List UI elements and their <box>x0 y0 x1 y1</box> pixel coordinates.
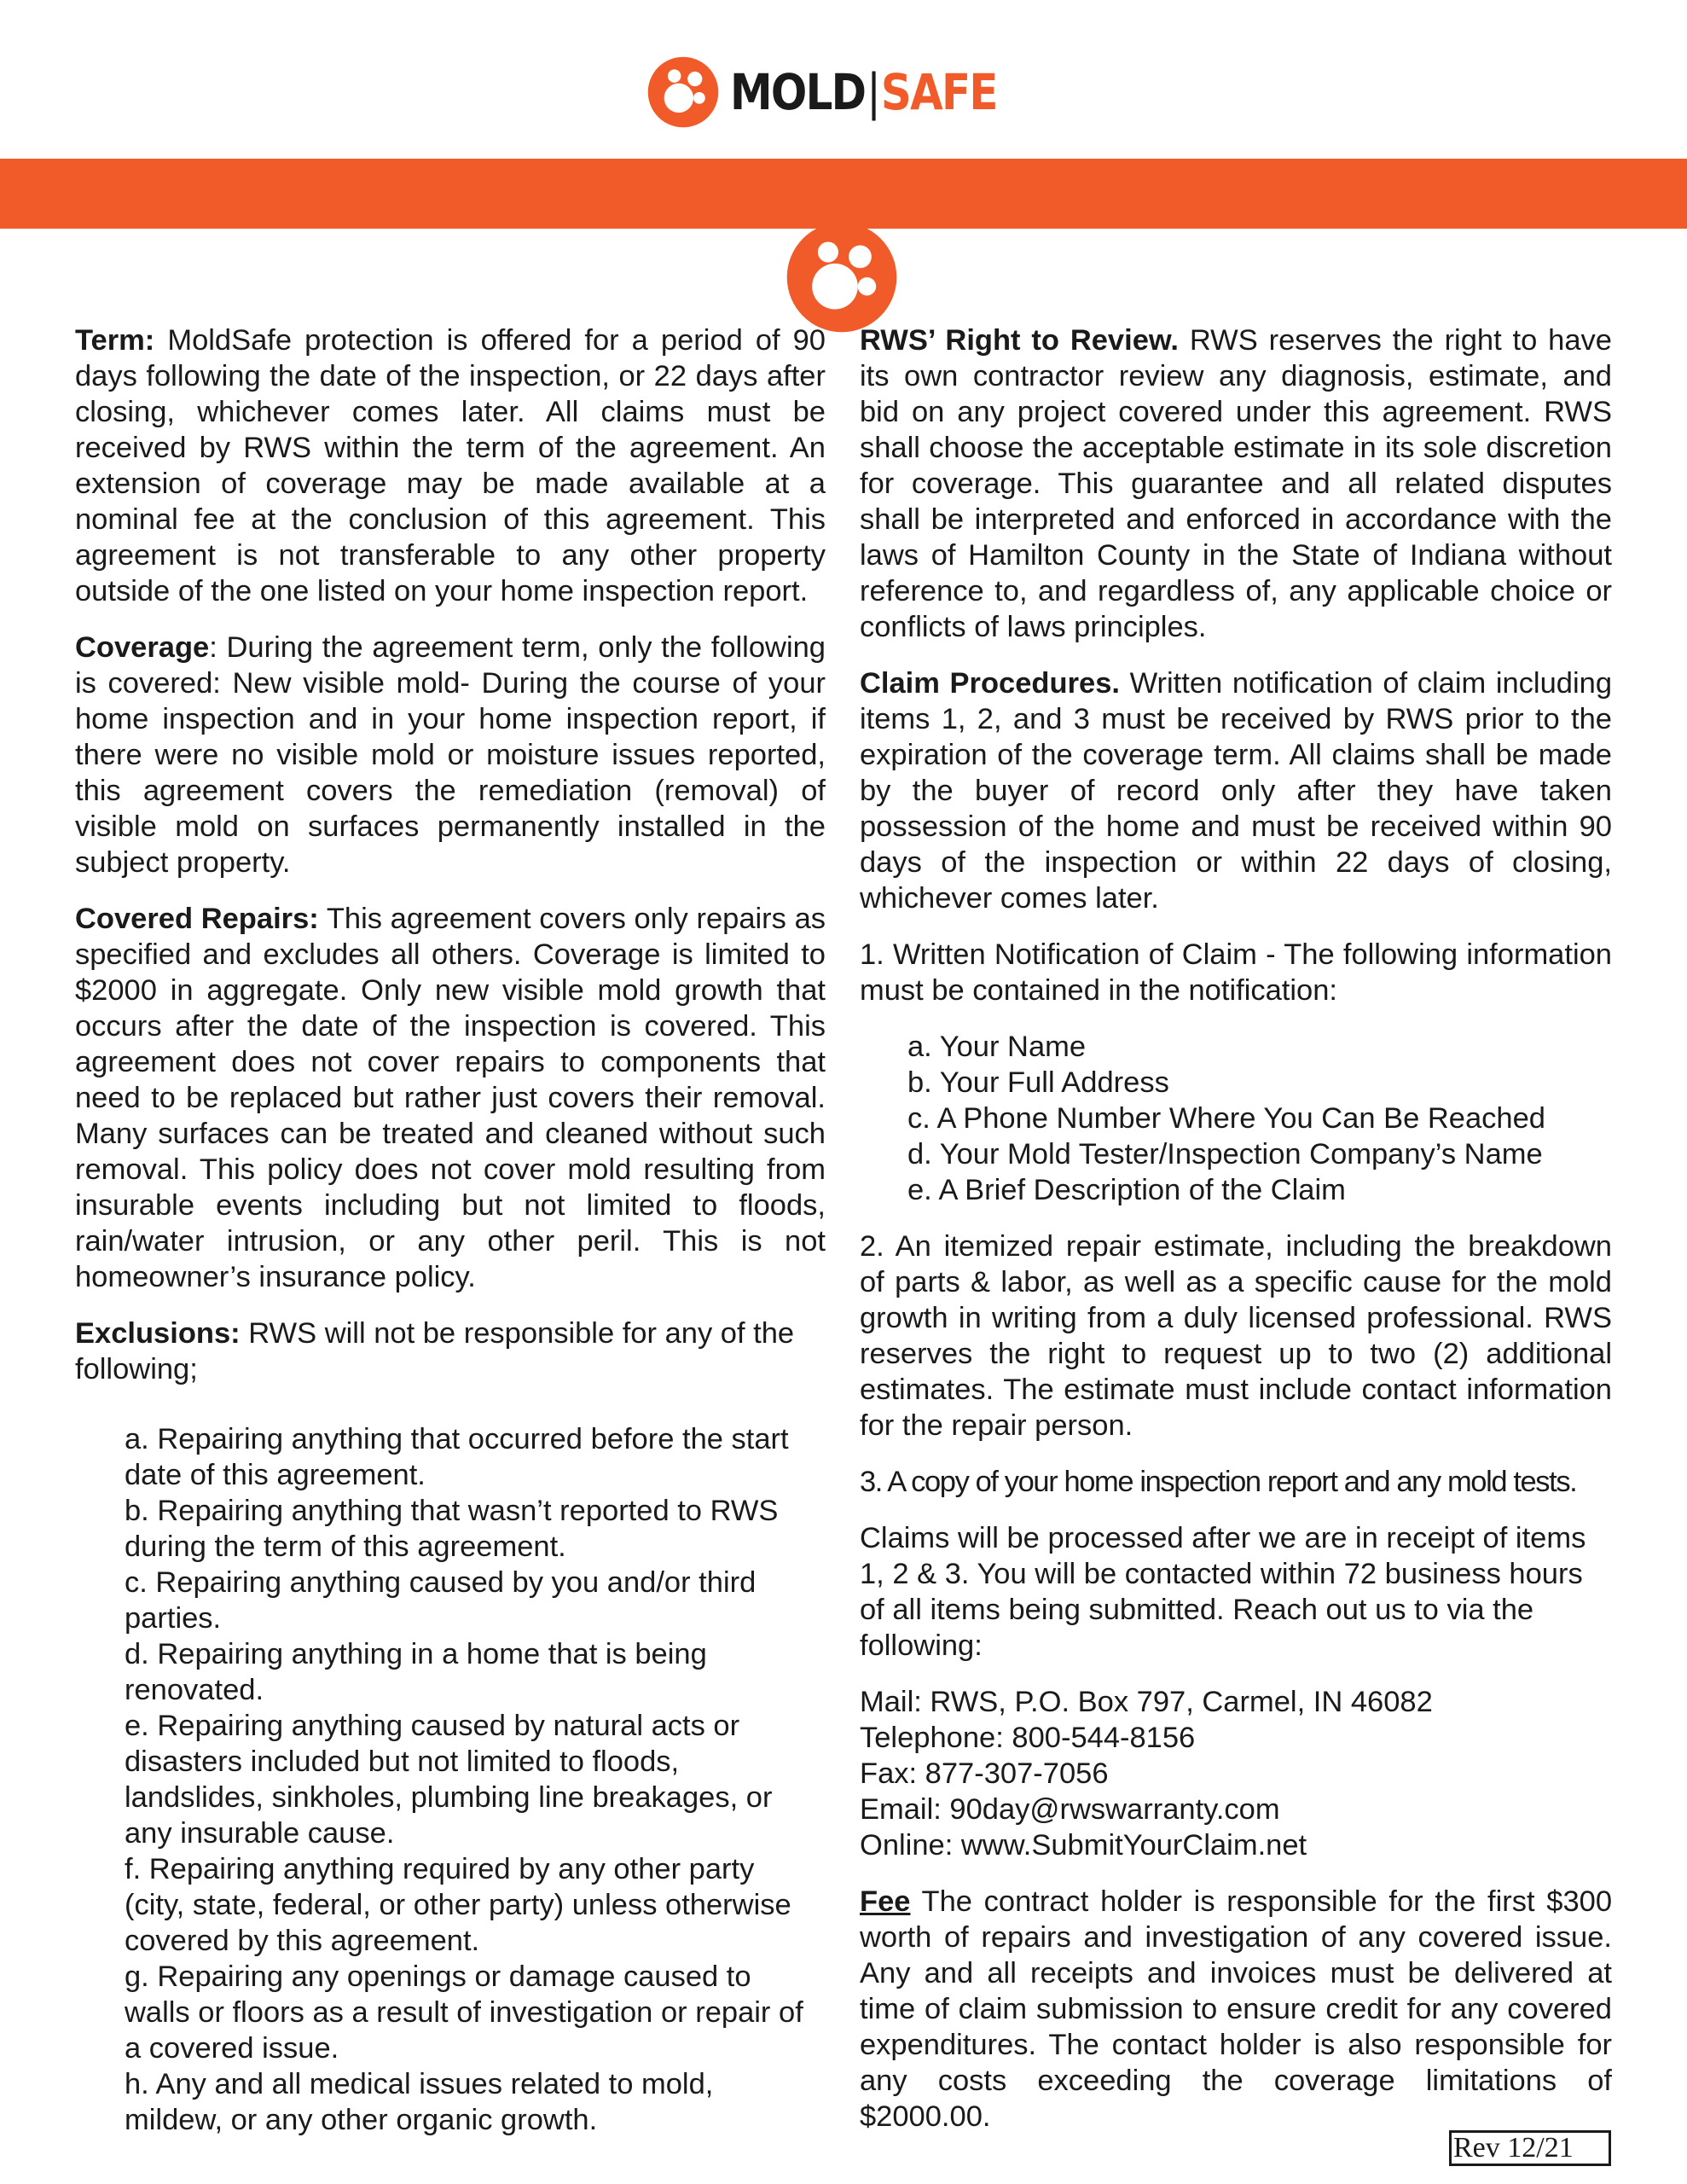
exclusions-list <box>75 1421 826 2138</box>
list-item: a. Your Name <box>907 1031 1087 1063</box>
list-item: e. Repairing anything caused by natural acts or disasters included but not limited to floods, landslides, sinkholes, plumbing line breakages, or any insurable cause. <box>125 1710 773 1850</box>
list-item: f. Repairing anything required by any other party (city, state, federal, or other party) unless otherwise covered by this agreement. <box>125 1853 791 1957</box>
fee-section <box>860 1884 1612 2135</box>
list-item: c. Repairing anything caused by you and/or third parties. <box>125 1566 757 1635</box>
revision-box: Rev 12/21 <box>1449 2130 1611 2166</box>
coverage-heading: Coverage <box>75 631 210 664</box>
list-item: e. A Brief Description of the Claim <box>907 1174 1346 1206</box>
term-section <box>75 322 826 609</box>
list-item: c. A Phone Number Where You Can Be Reached <box>907 1102 1545 1135</box>
coverage-text: : During the agreement term, only the following is covered: New visible mold- During the course of your home inspection and in your home inspection report, if there were no visible mold or moisture issues reported, this agreement covers the remediation (removal) of visible mold on surfaces permanently installed in the subject property. <box>75 631 826 879</box>
coverage-section <box>75 630 826 880</box>
covered-repairs-heading: Covered Repairs: <box>75 903 319 935</box>
contact-fax: Fax: 877-307-7056 <box>860 1757 1109 1790</box>
paw-logo-icon <box>646 55 720 129</box>
moldsafe-logo <box>0 49 1687 135</box>
brand-name <box>730 63 997 121</box>
processing-text: Claims will be processed after we are in receipt of items 1, 2 & 3. You will be contacted within 72 business hours of all items being submitted. Reach out us to via the following: <box>860 1522 1586 1662</box>
list-item: h. Any and all medical issues related to mold, mildew, or any other organic growth. <box>125 2068 714 2136</box>
item3-text: 3. A copy of your home inspection report and any mold tests. <box>860 1466 1577 1498</box>
contact-mail: Mail: RWS, P.O. Box 797, Carmel, IN 46082 <box>860 1686 1433 1718</box>
list-item: b. Your Full Address <box>907 1066 1169 1099</box>
contact-telephone: Telephone: 800-544-8156 <box>860 1722 1196 1754</box>
contact-online: Online: www.SubmitYourClaim.net <box>860 1829 1307 1862</box>
exclusions-section <box>75 1316 826 1387</box>
covered-repairs-section <box>75 901 826 1295</box>
term-heading: Term: <box>75 324 155 357</box>
brand-name-mold: MOLD <box>730 63 866 121</box>
exclusions-heading: Exclusions: <box>75 1317 241 1350</box>
brand-divider: | <box>867 63 880 121</box>
brand-name-safe: SAFE <box>881 63 997 121</box>
claim-procedures-section <box>860 665 1612 916</box>
paw-badge-icon <box>785 220 899 334</box>
list-item: d. Repairing anything in a home that is being renovated. <box>125 1638 707 1706</box>
covered-repairs-text: This agreement covers only repairs as specified and excludes all others. Coverage is limited to $2000 in aggregate. Only new visible mold growth that occurs after the date of the inspection is covered. This agreement does not cover repairs to components that need to be replaced but rather just covers their removal. Many surfaces can be treated and cleaned without such removal. This policy does not cover mold resulting from insurable events including but not limited to floods, rain/water intrusion, or any other peril. This is not homeowner’s insurance policy. <box>75 903 826 1293</box>
notification-list <box>860 1029 1612 1208</box>
review-text: RWS reserves the right to have its own contractor review any diagnosis, estimate, and bid on any project covered under this agreement. RWS shall choose the acceptable estimate in its sole discretion for coverage. This guarantee and all related disputes shall be interpreted and enforced in accordance with the laws of Hamilton County in the State of Indiana without reference to, and regardless of, any applicable choice or conflicts of laws principles. <box>860 324 1612 643</box>
left-column <box>75 322 826 2158</box>
contact-info <box>860 1684 1612 1863</box>
list-item: a. Repairing anything that occurred before the start date of this agreement. <box>125 1423 789 1491</box>
list-item: g. Repairing any openings or damage caused to walls or floors as a result of investigation or repair of a covered issue. <box>125 1960 803 2065</box>
list-item: b. Repairing anything that wasn’t reported to RWS during the term of this agreement. <box>125 1495 779 1563</box>
fee-text: The contract holder is responsible for the first $300 worth of repairs and investigation of any covered issue. Any and all receipts and invoices must be delivered at time of claim submission to ensure credit for any covered expenditures. The contact holder is also responsible for any costs exceeding the coverage limitations of $2000.00. <box>860 1885 1613 2133</box>
right-column <box>860 322 1612 2155</box>
claim-procedures-text: Written notification of claim including items 1, 2, and 3 must be received by RWS prior to the expiration of the coverage term. All claims shall be made by the buyer of record only after they have taken possession of the home and must be received within 90 days of the inspection or within 22 days of closing, whichever comes later. <box>860 667 1613 915</box>
item1-text: 1. Written Notification of Claim - The following information must be contained in the notification: <box>860 938 1612 1007</box>
item2-text: 2. An itemized repair estimate, including the breakdown of parts & labor, as well as a specific cause for the mold growth in writing from a duly licensed professional. RWS reserves the right to request up to two (2) additional estimates. The estimate must include contact information for the repair person. <box>860 1230 1612 1442</box>
review-section <box>860 322 1612 645</box>
list-item: d. Your Mold Tester/Inspection Company’s Name <box>907 1138 1543 1170</box>
review-heading: RWS’ Right to Review. <box>860 324 1180 357</box>
term-text: MoldSafe protection is offered for a period of 90 days following the date of the inspection, or 22 days after closing, whichever comes later. All claims must be received by RWS within the term of the agreement. An extension of coverage may be made available at a nominal fee at the conclusion of this agreement. This agreement is not transferable to any other property outside of the one listed on your home inspection report. <box>75 324 826 607</box>
claim-procedures-heading: Claim Procedures. <box>860 667 1120 700</box>
exclusions-text: RWS will not be responsible for any of the following; <box>75 1317 795 1385</box>
contact-email: Email: 90day@rwswarranty.com <box>860 1793 1280 1826</box>
header-band <box>0 159 1687 229</box>
fee-heading: Fee <box>860 1885 911 1918</box>
